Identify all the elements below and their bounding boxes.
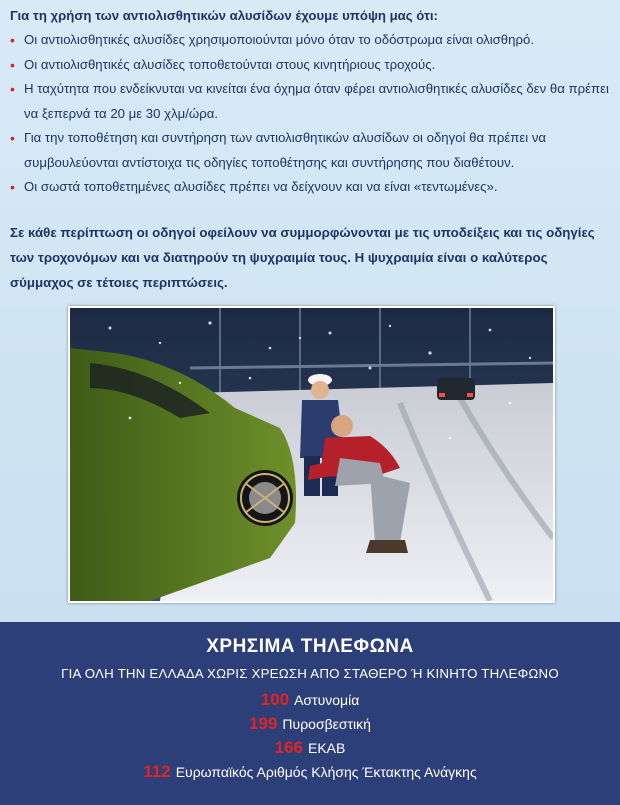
phone-entry-police bbox=[0, 688, 620, 712]
phone-number: 112 bbox=[143, 762, 171, 781]
rule-item: • Η ταχύτητα που ενδείκνυται να κινείται ένα όχημα όταν φέρει αντιολισθητικές αλυσίδες δεν θα πρέπει να ξεπερνά τα 20 με 30 χλμ/ώρα. bbox=[10, 77, 610, 126]
rules-list bbox=[10, 28, 610, 200]
rule-item: • Οι σωστά τοποθετημένες αλυσίδες πρέπει να δείχνουν και να είναι «τεντωμένες». bbox=[10, 175, 610, 200]
phone-number: 166 bbox=[274, 738, 303, 757]
snow-chain-photo bbox=[68, 306, 555, 603]
phones-title: ΧΡΗΣΙΜΑ ΤΗΛΕΦΩΝΑ bbox=[206, 636, 414, 657]
phone-label: Ευρωπαϊκός Αριθμός Κλήσης Έκτακτης Ανάγκης bbox=[175, 764, 477, 780]
phone-number: 199 bbox=[249, 714, 278, 733]
rule-item: • Οι αντιολισθητικές αλυσίδες χρησιμοποιούνται μόνο όταν το οδόστρωμα είναι ολισθηρό. bbox=[10, 28, 610, 53]
advice-paragraph: Σε κάθε περίπτωση οι οδηγοί οφείλουν να συμμορφώνονται με τις υποδείξεις και τις οδηγίες των τροχονόμων και να διατηρούν τη ψυχραιμία τους. Η ψυχραιμία είναι ο καλύτερος σύμμαχος σε τέτοιες περιπτώσεις. bbox=[10, 225, 595, 290]
phone-label: Αστυνομία bbox=[294, 692, 360, 708]
rule-item: • Για την τοποθέτηση και συντήρηση των αντιολισθητικών αλυσίδων οι οδηγοί θα πρέπει να συμβουλεύονται αντίστοιχα τις οδηγίες τοποθέτησης και συντήρησης που διαθέτουν. bbox=[10, 126, 610, 175]
phone-label: ΕΚΑΒ bbox=[308, 740, 346, 756]
phone-entry-emergency bbox=[0, 760, 620, 784]
phone-entry-ambulance bbox=[0, 736, 620, 760]
phones-list bbox=[0, 688, 620, 784]
phone-entry-fire bbox=[0, 712, 620, 736]
intro-heading: Για τη χρήση των αντιολισθητικών αλυσίδων έχουμε υπόψη μας ότι: bbox=[10, 8, 438, 23]
phones-subtitle: ΓΙΑ ΟΛΗ ΤΗΝ ΕΛΛΑΔΑ ΧΩΡΙΣ ΧΡΕΩΣΗ ΑΠΟ ΣΤΑΘΕΡΟ Ή ΚΙΝΗΤΟ ΤΗΛΕΦΩΝΟ bbox=[61, 666, 559, 681]
phone-number: 100 bbox=[260, 690, 290, 709]
phone-label: Πυροσβεστική bbox=[282, 716, 371, 732]
useful-phones-panel bbox=[0, 622, 620, 805]
rule-item: • Οι αντιολισθητικές αλυσίδες τοποθετούνται στους κινητήριους τροχούς. bbox=[10, 53, 610, 78]
